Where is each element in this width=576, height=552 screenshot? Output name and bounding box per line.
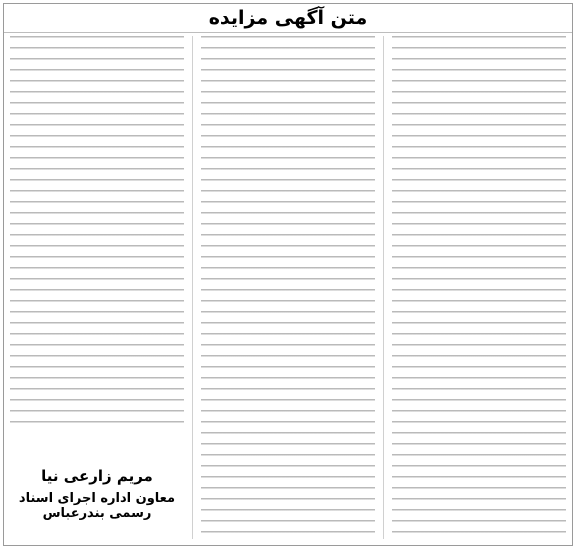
text-columns: [10, 36, 566, 539]
column-divider: [192, 36, 193, 539]
text-lines-placeholder: [201, 36, 375, 539]
signatory-role: معاون اداره اجرای اسناد رسمی بندرعباس: [18, 491, 176, 521]
text-column-1: [392, 36, 566, 539]
signature-block: [10, 467, 184, 521]
notice-page: [3, 3, 573, 546]
text-lines-placeholder: [10, 36, 184, 429]
title-bar: [4, 4, 572, 33]
notice-title: متن آگهی مزایده: [208, 7, 368, 29]
signatory-name: مریم زارعی نیا: [41, 467, 153, 485]
text-column-2: [201, 36, 375, 539]
text-lines-placeholder: [392, 36, 566, 539]
column-divider: [383, 36, 384, 539]
text-column-3: [10, 36, 184, 539]
